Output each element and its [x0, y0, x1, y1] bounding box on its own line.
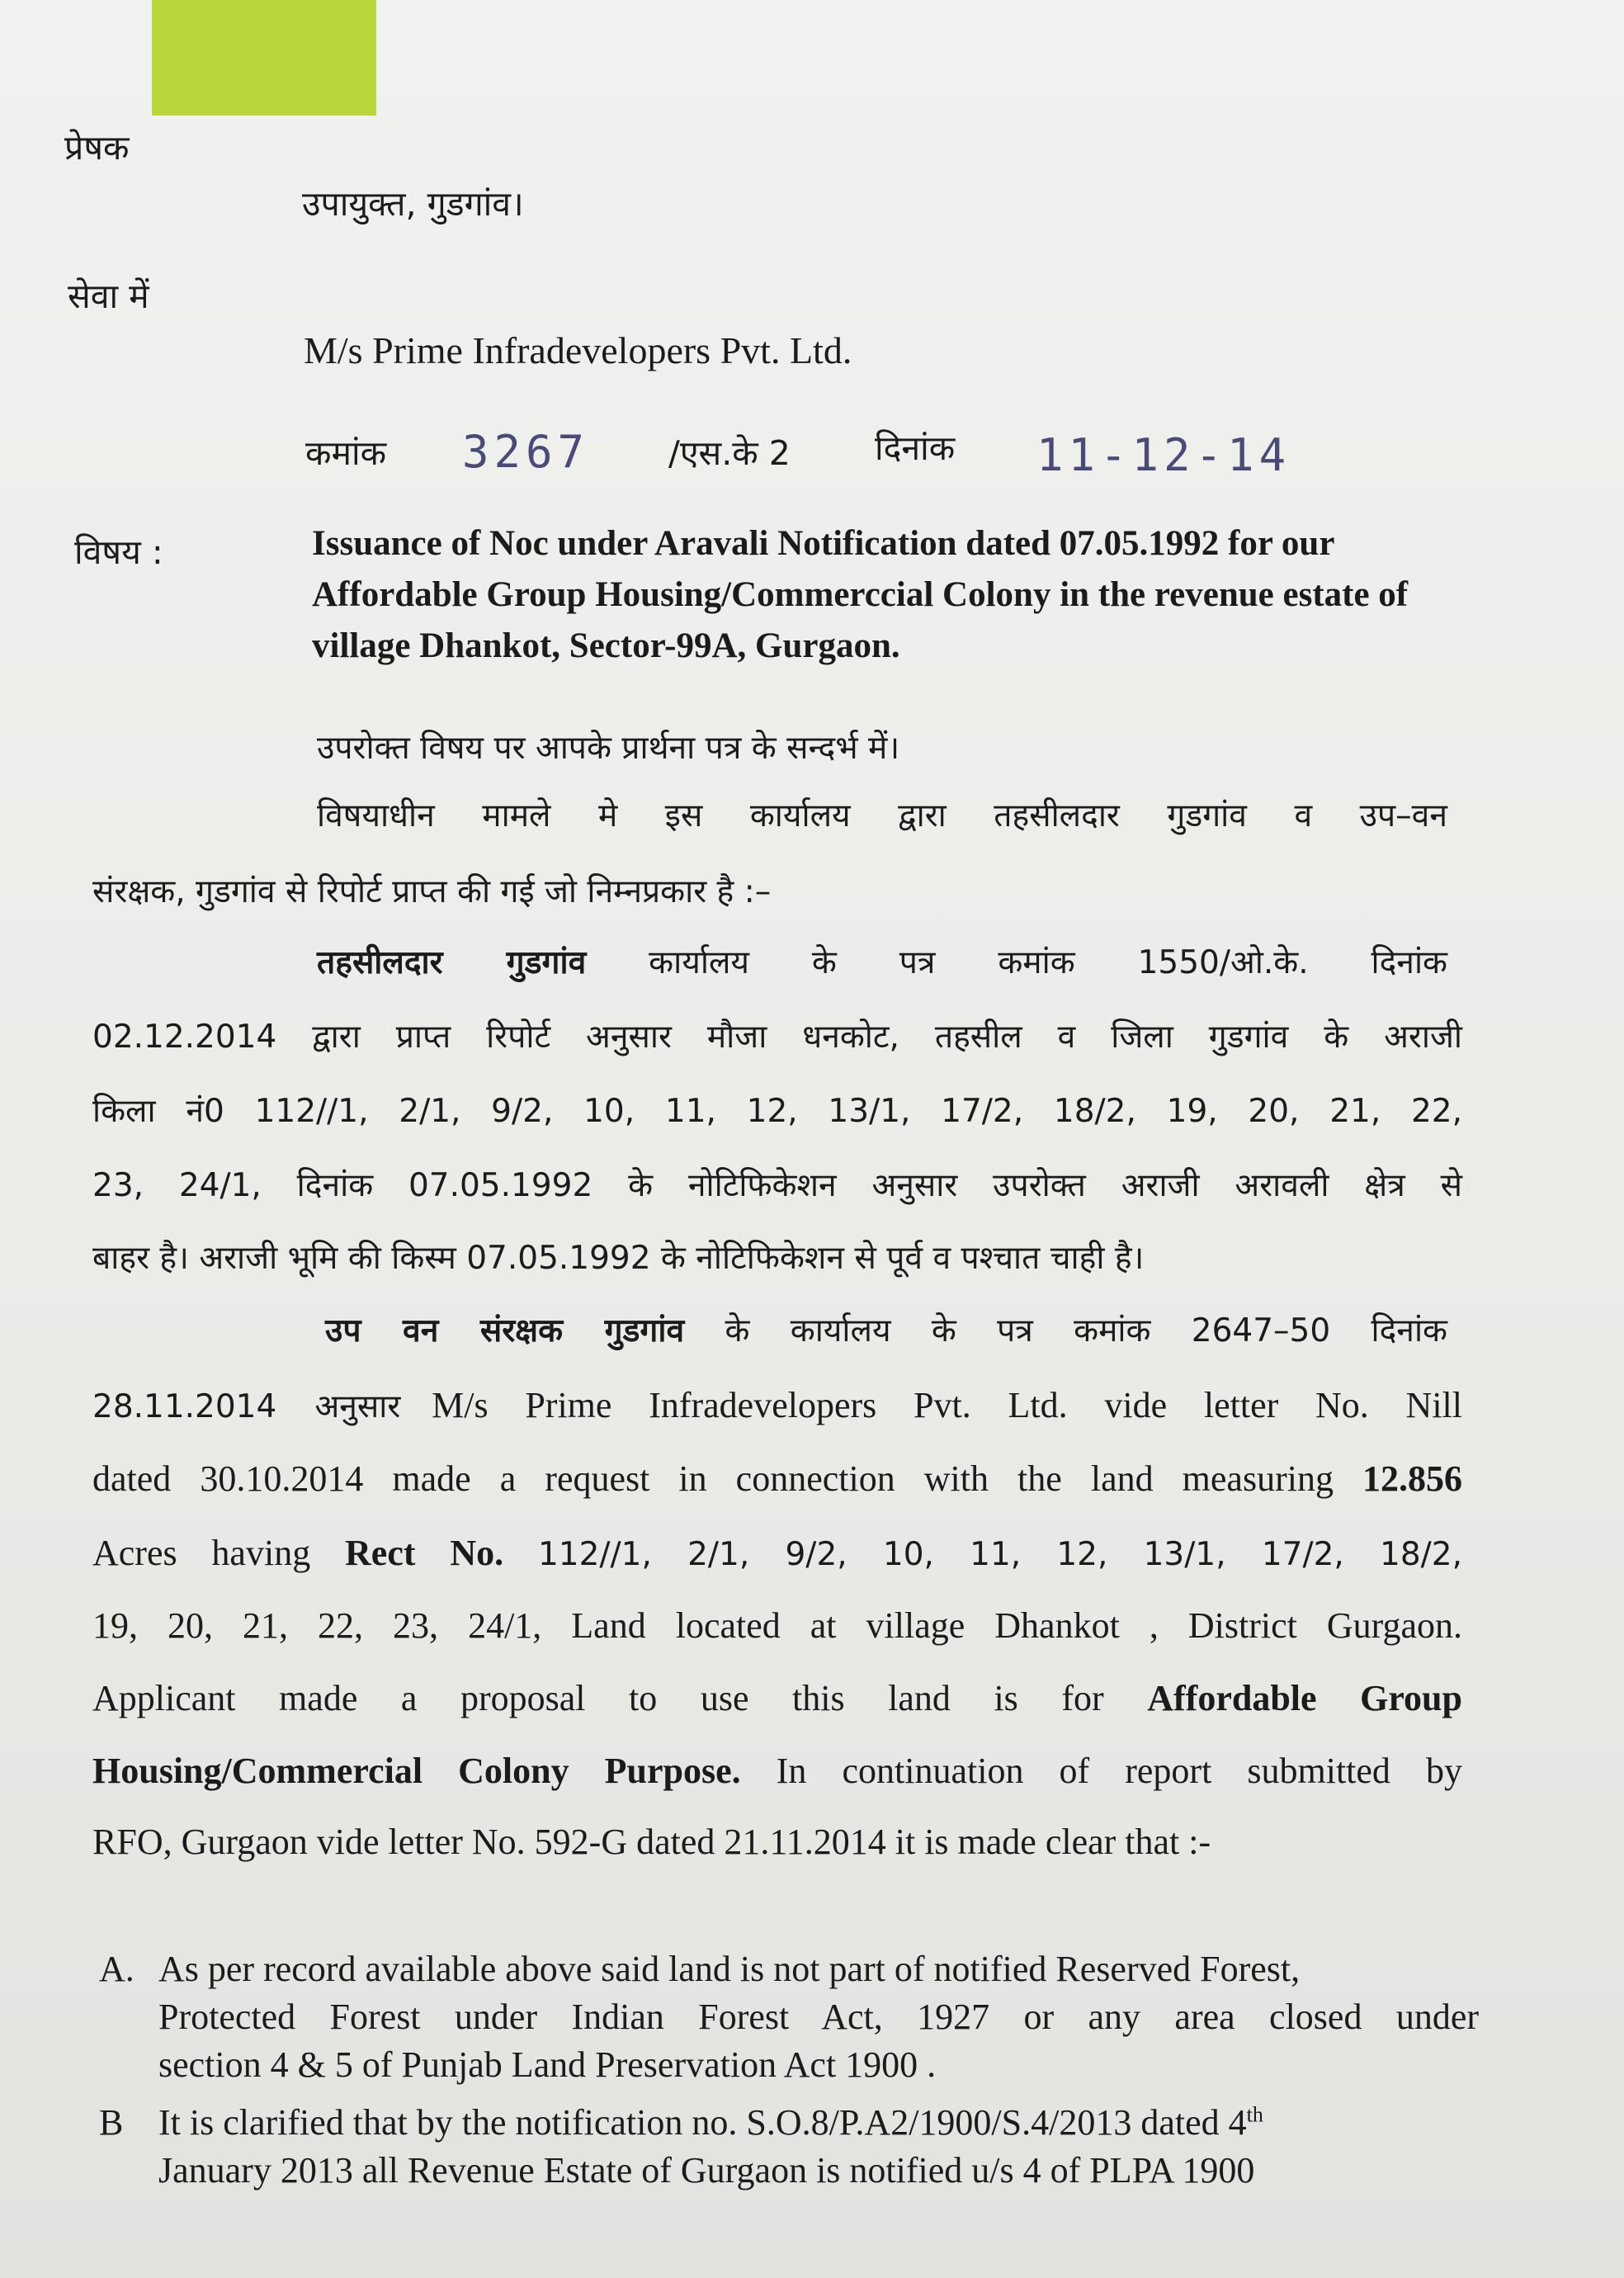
item-b-line-2: January 2013 all Revenue Estate of Gurgaon is notified u/s 4 of PLPA 1900: [158, 2150, 1255, 2191]
dcf-heading: उप वन संरक्षक गुडगांव: [325, 1312, 685, 1349]
rect-numbers: 112//1, 2/1, 9/2, 10, 11, 12, 13/1, 17/2, 18/2,: [537, 1536, 1462, 1573]
para-3-line-3: किला नं0 112//1, 2/1, 9/2, 10, 11, 12, 13/1, 17/2, 18/2, 19, 20, 21, 22,: [92, 1093, 1462, 1130]
para-4-line-5: 19, 20, 21, 22, 23, 24/1, Land located at village Dhankot , District Gurgaon.: [92, 1605, 1462, 1646]
para-4-line-2-hindi: 28.11.2014 अनुसार: [92, 1388, 401, 1425]
item-b-line-1: It is clarified that by the notification no. S.O.8/P.A2/1900/S.4/2013 dated 4: [158, 2102, 1247, 2143]
ref-suffix: /एस.के 2: [668, 433, 791, 473]
para-4-line-4: [92, 1532, 1462, 1574]
sender-label: प्रेषक: [64, 128, 130, 168]
date-label: दिनांक: [875, 428, 956, 468]
subject-text: Issuance of Noc under Aravali Notification dated 07.05.1992 for our Affordable Group Housing/Commerccial Colony in the revenue estate of village Dhankot, Sector-99A, Gurgaon.: [312, 524, 1409, 665]
land-measure: 12.856: [1362, 1458, 1463, 1499]
rect-no-label: Rect No.: [345, 1533, 504, 1573]
purpose-bold-2: Housing/Commercial Colony Purpose.: [92, 1751, 741, 1791]
ref-label: कमांक: [305, 433, 387, 473]
tehsildar-heading: तहसीलदार गुडगांव: [317, 944, 587, 981]
para-4-line-7: [92, 1750, 1462, 1792]
item-a-line-2: Protected Forest under Indian Forest Act, 1927 or any area closed under: [158, 1997, 1479, 2037]
sender: उपायुक्त, गुडगांव।: [302, 184, 524, 224]
para-3-line-5: बाहर है। अराजी भूमि की किस्म 07.05.1992 के नोटिफिकेशन से पूर्व व पश्चात चाही है।: [92, 1240, 1145, 1277]
purpose-bold-1: Affordable Group: [1147, 1678, 1462, 1718]
to-label: सेवा में: [68, 276, 149, 316]
para-4-line-1: [325, 1307, 1447, 1351]
date-value: 11-12-14: [1036, 429, 1291, 481]
para-4-line-8: RFO, Gurgaon vide letter No. 592-G dated 21.11.2014 it is made clear that :-: [92, 1822, 1211, 1862]
item-a-line-1: As per record available above said land is not part of notified Reserved Forest,: [158, 1949, 1301, 1989]
para-3-line-4: 23, 24/1, दिनांक 07.05.1992 के नोटिफिकेशन अनुसार उपरोक्त अराजी अरावली क्षेत्र से: [92, 1167, 1462, 1204]
para-4-line-2-english: M/s Prime Infradevelopers Pvt. Ltd. vide letter No. Nill: [432, 1385, 1463, 1425]
item-b: [99, 2101, 1263, 2143]
item-a-label: A.: [99, 1949, 135, 1989]
para-3-line-1-text: कार्यालय के पत्र कमांक 1550/ओ.के. दिनांक: [649, 944, 1448, 981]
para-3-line-1: [317, 939, 1447, 983]
para-4-line-2: [92, 1383, 1462, 1427]
para-4-line-7-text: In continuation of report submitted by: [776, 1751, 1463, 1791]
para-2-line-2: संरक्षक, गुडगांव से रिपोर्ट प्राप्त की गई जो निम्नप्रकार है :–: [92, 873, 772, 910]
recipient: M/s Prime Infradevelopers Pvt. Ltd.: [304, 329, 852, 371]
para-4-line-3-text: dated 30.10.2014 made a request in connection with the land measuring: [92, 1458, 1334, 1499]
acres-having: Acres having: [92, 1533, 311, 1573]
para-4-line-1-text: के कार्यालय के पत्र कमांक 2647–50 दिनांक: [725, 1312, 1447, 1349]
item-a: [99, 1948, 1300, 1990]
para-2-line-1: विषयाधीन मामले मे इस कार्यालय द्वारा तहसीलदार गुडगांव व उप–वन: [317, 797, 1447, 834]
para-3-line-2: 02.12.2014 द्वारा प्राप्त रिपोर्ट अनुसार मौजा धनकोट, तहसील व जिला गुडगांव के अराजी: [92, 1018, 1462, 1056]
para-1: उपरोक्त विषय पर आपके प्रार्थना पत्र के सन्दर्भ में।: [317, 730, 900, 767]
item-b-label: B: [99, 2102, 124, 2143]
ref-number: 3267: [462, 426, 590, 478]
para-4-line-6: [92, 1677, 1462, 1719]
sticky-note: [152, 0, 376, 116]
para-4-line-3: [92, 1458, 1462, 1500]
subject-label: विषय :: [74, 532, 163, 572]
item-a-line-3: section 4 & 5 of Punjab Land Preservation Act 1900 .: [158, 2044, 937, 2085]
para-4-line-6-text: Applicant made a proposal to use this land is for: [92, 1678, 1104, 1718]
item-b-superscript: th: [1246, 2102, 1263, 2127]
